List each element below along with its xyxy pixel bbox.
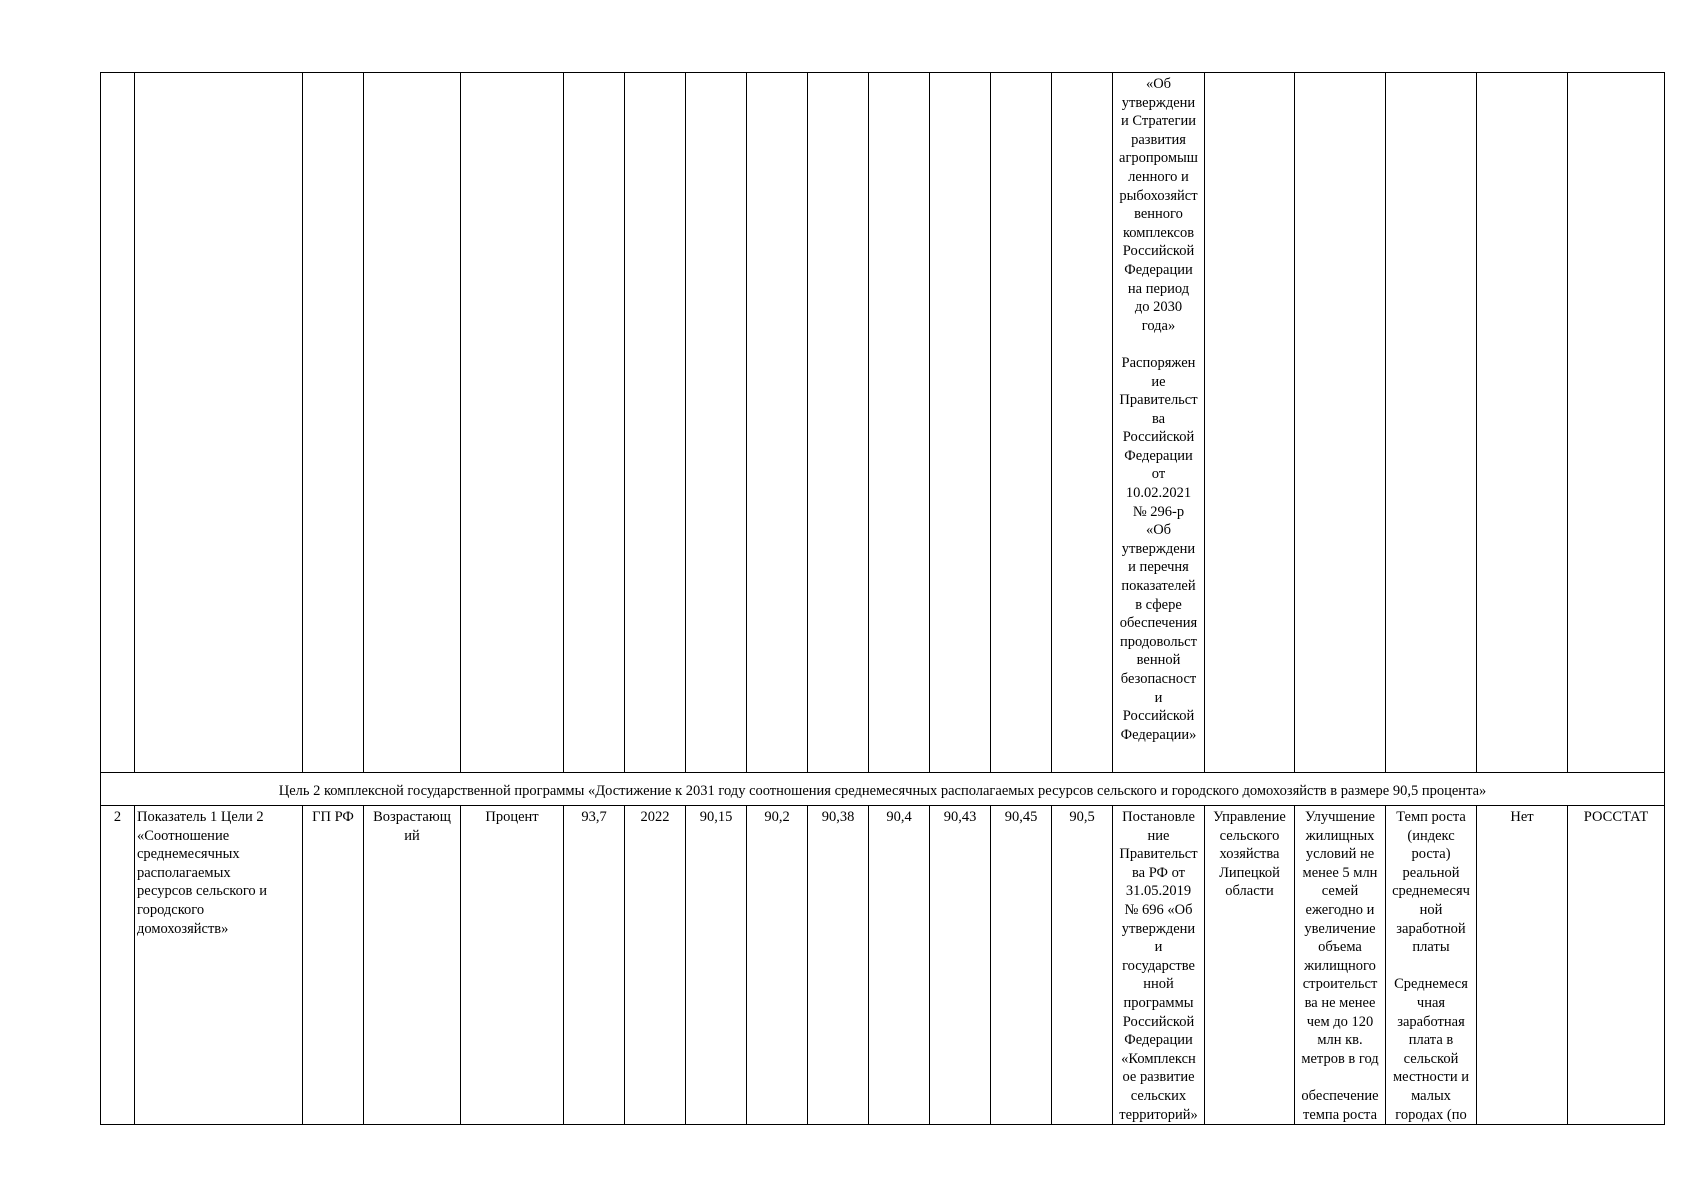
continuation-row xyxy=(101,73,1665,773)
text-line: Федерации xyxy=(1124,447,1193,464)
text-line: и перечня xyxy=(1128,559,1189,576)
text-line: утверждени xyxy=(1121,94,1196,111)
cell-level xyxy=(303,73,364,773)
cell-info-system xyxy=(1477,73,1568,773)
text-line: среднемесяч xyxy=(1392,883,1470,900)
text-line: строительст xyxy=(1302,976,1378,993)
text-line: «Об xyxy=(1145,76,1172,92)
text-line: объема xyxy=(1318,939,1362,956)
text-line: хозяйства xyxy=(1219,846,1280,863)
text-line: агропромыш xyxy=(1119,150,1198,167)
text-line: 31.05.2019 xyxy=(1125,883,1192,900)
text-line: ое развитие xyxy=(1122,1069,1195,1086)
text-line: и Стратегии xyxy=(1121,113,1196,130)
text-line: Управление xyxy=(1213,809,1286,825)
cell-value xyxy=(930,73,991,773)
text-line: жилищного xyxy=(1304,957,1376,974)
text-line: развития xyxy=(1131,131,1186,148)
cell-source xyxy=(1568,73,1665,773)
text-line: Правительст xyxy=(1119,392,1198,409)
text-line: роста) xyxy=(1411,846,1451,863)
cell-base-value xyxy=(564,73,625,773)
text-line: чная xyxy=(1416,994,1446,1011)
indicator-level: ГП РФ xyxy=(303,806,364,1125)
text-line xyxy=(1115,335,1202,354)
text-line: ежегодно и xyxy=(1305,901,1375,918)
text-line: плата в xyxy=(1408,1032,1454,1049)
legal-basis-text xyxy=(1115,75,1202,744)
cell-number xyxy=(101,73,135,773)
text-line: ленного и xyxy=(1128,168,1189,185)
text-line: увеличение xyxy=(1304,920,1376,937)
text-line: Федерации xyxy=(1124,261,1193,278)
goal-row xyxy=(101,773,1665,806)
text-line: жилищных xyxy=(1305,827,1375,844)
cell-value xyxy=(869,73,930,773)
text-line: семей xyxy=(1321,883,1359,900)
text-line: располагаемых xyxy=(137,864,231,881)
text-line: сельских xyxy=(1130,1087,1187,1104)
text-line: малых xyxy=(1411,1087,1451,1104)
text-line: заработная xyxy=(1397,1013,1465,1030)
cell-value xyxy=(1052,73,1113,773)
text-line: обеспечения xyxy=(1119,615,1198,632)
text-line: чем до 120 xyxy=(1306,1013,1374,1030)
base-value: 93,7 xyxy=(564,806,625,1125)
text-line: 10.02.2021 xyxy=(1125,485,1192,502)
text-line: ие xyxy=(1151,373,1166,390)
responsible-body xyxy=(1205,806,1295,1125)
text-line: заработной xyxy=(1396,920,1466,937)
text-line: обеспечение xyxy=(1301,1087,1379,1104)
text-line: на период xyxy=(1127,280,1190,297)
text-line: венного xyxy=(1134,206,1183,223)
text-line: области xyxy=(1225,883,1274,900)
indicator-row xyxy=(101,806,1665,1125)
indicator-unit: Процент xyxy=(461,806,564,1125)
text-line: Улучшение xyxy=(1305,809,1375,825)
text-line: венной xyxy=(1136,652,1181,669)
text-line: Федерации xyxy=(1124,1032,1193,1049)
text-line: менее 5 млн xyxy=(1302,864,1378,881)
value-year-1: 90,15 xyxy=(686,806,747,1125)
cell-national-goal xyxy=(1295,73,1386,773)
text-line: Распоряжен xyxy=(1121,354,1196,371)
indicator-trend xyxy=(364,806,461,1125)
data-source: РОССТАТ xyxy=(1568,806,1665,1125)
text-line: нной xyxy=(1143,976,1174,993)
text-line: в сфере xyxy=(1135,596,1182,613)
text-line: темпа роста xyxy=(1302,1106,1377,1123)
text-line: территорий» xyxy=(1119,1106,1198,1123)
cell-responsible xyxy=(1205,73,1295,773)
text-line: местности и xyxy=(1392,1069,1470,1086)
text-line: (индекс xyxy=(1407,827,1455,844)
text-line: Темп роста xyxy=(1396,809,1466,825)
cell-value xyxy=(808,73,869,773)
text-line: продовольст xyxy=(1120,633,1197,650)
text-line: Российской xyxy=(1122,429,1195,446)
text-line: сельского xyxy=(1219,827,1280,844)
text-line: государстве xyxy=(1122,957,1195,974)
value-year-3: 90,38 xyxy=(808,806,869,1125)
indicator-name xyxy=(135,806,303,1125)
text-line: № 296-р xyxy=(1132,503,1185,520)
value-year-2: 90,2 xyxy=(747,806,808,1125)
text-line: безопасност xyxy=(1120,671,1197,687)
indicators-table xyxy=(100,72,1665,1125)
text-line: Российской xyxy=(1122,708,1195,725)
text-line: Показатель 1 Цели 2 xyxy=(137,809,264,825)
cell-value xyxy=(747,73,808,773)
value-year-6: 90,45 xyxy=(991,806,1052,1125)
cell-base-year xyxy=(625,73,686,773)
text-line xyxy=(1388,957,1474,976)
text-line: ной xyxy=(1419,901,1443,918)
text-line: Липецкой xyxy=(1219,864,1280,881)
text-line: показателей xyxy=(1121,578,1196,595)
text-line: Федерации» xyxy=(1120,726,1197,743)
text-line: ва РФ от xyxy=(1131,864,1185,881)
text-line: Возрастающ xyxy=(373,809,451,825)
text-line: ва xyxy=(1151,410,1166,427)
text-line: Среднемеся xyxy=(1394,976,1468,993)
text-line: и xyxy=(1154,689,1163,706)
value-year-4: 90,4 xyxy=(869,806,930,1125)
text-line: утверждени xyxy=(1121,920,1196,937)
text-line: условий не xyxy=(1305,846,1375,863)
row-number: 2 xyxy=(101,806,135,1125)
text-line: реальной xyxy=(1402,864,1460,881)
text-line: метров в год xyxy=(1301,1050,1379,1067)
text-line: «Комплексн xyxy=(1121,1050,1196,1067)
value-year-5: 90,43 xyxy=(930,806,991,1125)
cell-unit xyxy=(461,73,564,773)
cell-value xyxy=(686,73,747,773)
text-line: млн кв. xyxy=(1317,1032,1363,1049)
national-goal-link xyxy=(1295,806,1386,1125)
text-line: среднемесячных xyxy=(137,846,240,863)
text-line: платы xyxy=(1412,939,1450,956)
text-line: № 696 «Об xyxy=(1124,901,1193,918)
text-line: сельской xyxy=(1403,1050,1459,1067)
goal-text: Цель 2 комплексной государственной программы «Достижение к 2031 году соотношения среднемесячных располагаемых ресурсов сельского и городского домохозяйств в размере 90,5 процента» xyxy=(101,773,1665,806)
text-line: ние xyxy=(1147,827,1170,844)
text-line: «Соотношение xyxy=(137,827,230,844)
cell-trend xyxy=(364,73,461,773)
text-line: до 2030 xyxy=(1134,299,1183,316)
text-line xyxy=(1297,1068,1383,1087)
text-line: года» xyxy=(1141,317,1176,334)
cell-gp-indicator xyxy=(1386,73,1477,773)
text-line: ресурсов сельского и xyxy=(137,883,268,900)
value-year-7: 90,5 xyxy=(1052,806,1113,1125)
gp-indicator-link xyxy=(1386,806,1477,1125)
text-line: рыбохозяйст xyxy=(1119,187,1198,204)
text-line: утверждени xyxy=(1121,540,1196,557)
text-line: городского xyxy=(137,901,205,918)
cell-legal-document xyxy=(1113,73,1205,773)
text-line: и xyxy=(1154,939,1163,956)
info-system: Нет xyxy=(1477,806,1568,1125)
text-line: Российской xyxy=(1122,243,1195,260)
text-line: Правительст xyxy=(1119,846,1198,863)
text-line: от xyxy=(1151,466,1166,483)
text-line: ий xyxy=(404,827,420,844)
text-line: «Об xyxy=(1145,522,1172,539)
cell-value xyxy=(991,73,1052,773)
text-line: комплексов xyxy=(1122,224,1195,241)
base-year: 2022 xyxy=(625,806,686,1125)
legal-document xyxy=(1113,806,1205,1125)
text-line: домохозяйств» xyxy=(137,920,229,937)
text-line: городах (по xyxy=(1395,1106,1467,1123)
text-line: ва не менее xyxy=(1304,994,1376,1011)
cell-indicator-name xyxy=(135,73,303,773)
text-line: программы xyxy=(1123,994,1194,1011)
text-line: Российской xyxy=(1122,1013,1195,1030)
text-line: Постановле xyxy=(1122,809,1195,825)
